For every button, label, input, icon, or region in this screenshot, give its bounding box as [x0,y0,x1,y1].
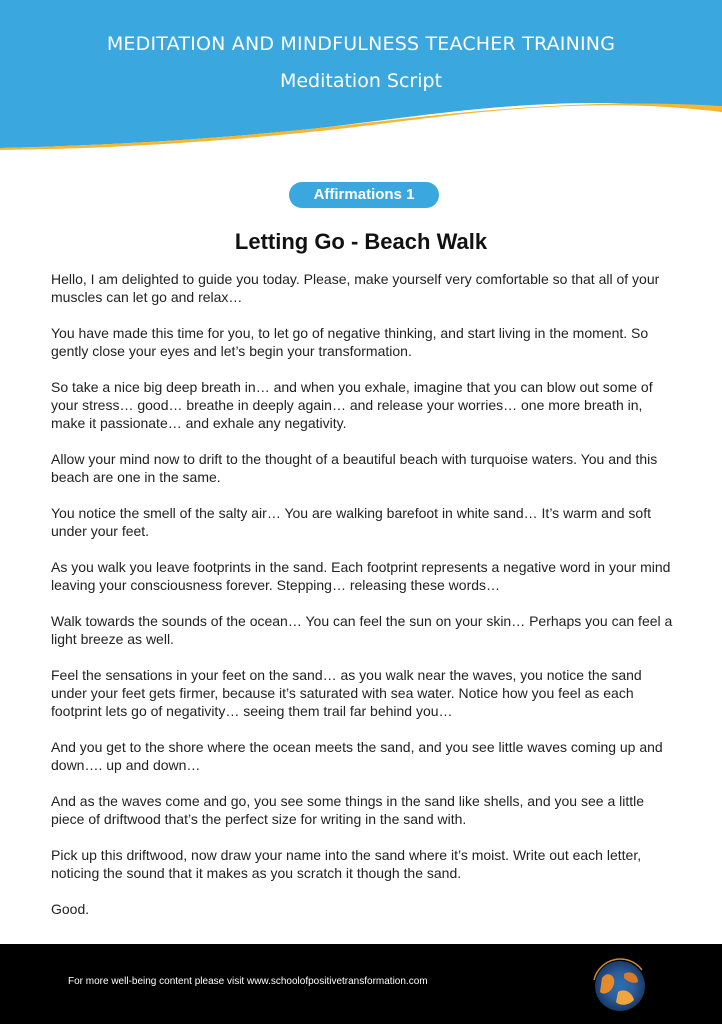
page-header [0,0,722,150]
header-title: MEDITATION AND MINDFULNESS TEACHER TRAINING [106,33,616,55]
script-paragraph: And as the waves come and go, you see some things in the sand like shells, and you see a little piece of driftwood that’s the perfect size for writing in the sand with. [51,793,645,827]
category-badge: Affirmations 1 [289,182,439,208]
script-body [51,270,677,936]
script-paragraph: So take a nice big deep breath in… and when you exhale, imagine that you can blow out some of your stress… good… breathe in deeply again… and release your worries… one more breath in, make it passionate… and exhale any negativity. [51,379,653,431]
school-logo-icon [588,952,652,1016]
script-paragraph: Walk towards the sounds of the ocean… You can feel the sun on your skin… Perhaps you can feel a light breeze as well. [51,613,673,647]
script-paragraph: You notice the smell of the salty air… You are walking barefoot in white sand… It’s warm and soft under your feet. [51,505,651,539]
header-subtitle: Meditation Script [279,70,443,92]
script-paragraph: Pick up this driftwood, now draw your name into the sand where it’s moist. Write out each letter, noticing the sound that it makes as you scratch it though the sand. [51,847,642,881]
script-paragraph: Good. [51,901,90,917]
script-paragraph: Allow your mind now to drift to the thought of a beautiful beach with turquoise waters. You and this beach are one in the same. [51,451,658,485]
footer-website-text: For more well-being content please visit www.schoolofpositivetransformation.com [68,976,428,987]
script-title: Letting Go - Beach Walk [234,229,488,254]
script-paragraph: As you walk you leave footprints in the sand. Each footprint represents a negative word in your mind leaving your consciousness forever. Stepping… releasing these words… [51,559,671,593]
script-paragraph: And you get to the shore where the ocean meets the sand, and you see little waves coming up and down…. up and down… [51,739,663,773]
page-footer [0,944,722,1024]
script-paragraph: Feel the sensations in your feet on the sand… as you walk near the waves, you notice the sand under your feet gets firmer, because it’s saturated with sea water. Notice how you feel as each footprint lets go of negativity… seeing them trail far behind you… [51,667,642,719]
script-paragraph: Hello, I am delighted to guide you today. Please, make yourself very comfortable so that all of your muscles can let go and relax… [51,271,660,305]
script-paragraph: You have made this time for you, to let go of negative thinking, and start living in the moment. So gently close your eyes and let’s begin your transformation. [51,325,649,359]
